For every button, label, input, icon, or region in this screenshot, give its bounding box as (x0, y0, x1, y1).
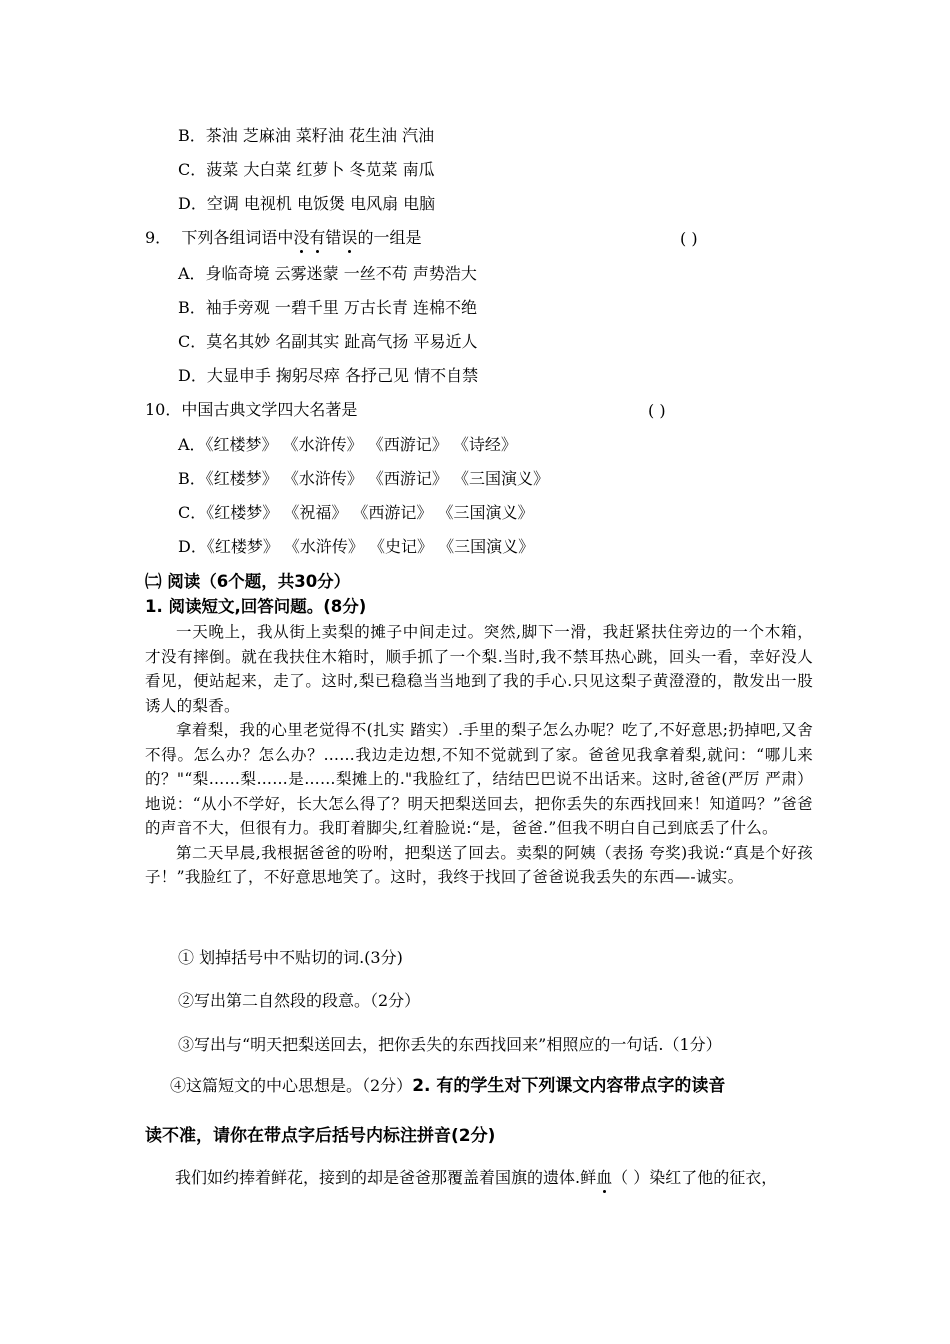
sub-question-4-line (170, 1076, 725, 1096)
sub-question-2: ②写出第二自然段的段意。（2分） (178, 991, 421, 1010)
q8-option-b: B．茶油 芝麻油 菜籽油 花生油 汽油 (178, 126, 435, 145)
q9-option-c: C．莫名其妙 名副其实 趾高气扬 平易近人 (178, 332, 478, 351)
q8-option-d: D．空调 电视机 电饭煲 电风扇 电脑 (178, 194, 436, 213)
q9-number: 9． (145, 228, 172, 247)
sentence-post: （ ）染红了他的征衣， (612, 1168, 778, 1187)
q9-text-mid: 错 (325, 228, 342, 247)
sub-question-4: ④这篇短文的中心思想是。（2分） (170, 1076, 413, 1095)
q10-stem: 10．中国古典文学四大名著是 (145, 400, 358, 419)
section-heading-reading: ㈡ 阅读（6个题，共30分） (145, 572, 351, 591)
q9-option-a: A．身临奇境 云雾迷蒙 一丝不苟 声势浩大 (178, 264, 477, 283)
q9-text-post: 的一组是 (357, 228, 422, 247)
q9-text-pre: 下列各组词语中 (181, 228, 294, 247)
q9-dotted-char: 有 (309, 228, 326, 247)
passage-paragraph: 拿着梨，我的心里老觉得不(扎实 踏实）.手里的梨子怎么办呢？吃了,不好意思;扔掉吧,又舍不得。怎么办？怎么办？……我边走边想,不知不觉就到了家。爸爸见我拿着梨,就问：“哪儿来的？"“梨……梨……是……梨摊上的."我脸红了，结结巴巴说不出话来。这时,爸爸(严厉 严肃）地说：“从小不学好，长大怎么得了？明天把梨送回去，把你丢失的东西找回来！知道吗？”爸爸的声音不大，但很有力。我盯着脚尖,红着脸说:“是，爸爸.”但我不明白自己到底丢了什么。 (145, 721, 813, 837)
q9-option-d: D．大显申手 掬躬尽瘁 各抒己见 情不自禁 (178, 366, 479, 385)
reading-2-heading-lead: 2. 有的学生对下列课文内容带点字的读音 (412, 1076, 726, 1096)
q9-answer-paren: ( ) (680, 229, 698, 248)
dotted-char: 血 (596, 1168, 613, 1187)
pinyin-sentence (175, 1168, 777, 1188)
q9-dotted-char: 没 (293, 228, 310, 247)
sub-question-1: ① 划掉括号中不贴切的词.(3分) (178, 948, 403, 967)
q9-option-b: B．袖手旁观 一碧千里 万古长青 连棉不绝 (178, 298, 478, 317)
q10-option-d: D．《红楼梦》 《水浒传》 《史记》 《三国演义》 (178, 537, 535, 556)
q10-option-c: C．《红楼梦》 《祝福》 《西游记》 《三国演义》 (178, 503, 534, 522)
q10-answer-paren: ( ) (648, 401, 666, 420)
reading-passage (145, 620, 813, 890)
reading-1-heading: 1. 阅读短文,回答问题。(8分) (145, 597, 367, 616)
sub-question-3: ③写出与“明天把梨送回去，把你丢失的东西找回来”相照应的一句话.（1分） (178, 1035, 722, 1054)
sentence-pre: 我们如约捧着鲜花，接到的却是爸爸那覆盖着国旗的遗体.鲜 (175, 1168, 597, 1187)
q9-dotted-char: 误 (341, 228, 358, 247)
passage-paragraph: 一天晚上，我从街上卖梨的摊子中间走过。突然,脚下一滑，我赶紧扶住旁边的一个木箱，才没有摔倒。就在我扶住木箱时，顺手抓了一个梨.当时,我不禁耳热心跳，回头一看，幸好没人看见，便站起来，走了。这时,梨已稳稳当当地到了我的手心.只见这梨子黄澄澄的，散发出一股诱人的梨香。 (145, 623, 813, 715)
q10-option-a: A．《红楼梦》 《水浒传》 《西游记》 《诗经》 (178, 435, 517, 454)
reading-2-heading-cont: 读不准，请你在带点字后括号内标注拼音(2分) (145, 1126, 496, 1146)
q10-option-b: B．《红楼梦》 《水浒传》 《西游记》 《三国演义》 (178, 469, 550, 488)
q8-option-c: C．菠菜 大白菜 红萝卜 冬苋菜 南瓜 (178, 160, 435, 179)
passage-paragraph: 第二天早晨,我根据爸爸的吩咐，把梨送了回去。卖梨的阿姨（表扬 夸奖)我说:“真是个好孩子！”我脸红了，不好意思地笑了。这时，我终于找回了爸爸说我丢失的东西—-诚实。 (145, 843, 813, 886)
q9-stem (145, 228, 421, 248)
